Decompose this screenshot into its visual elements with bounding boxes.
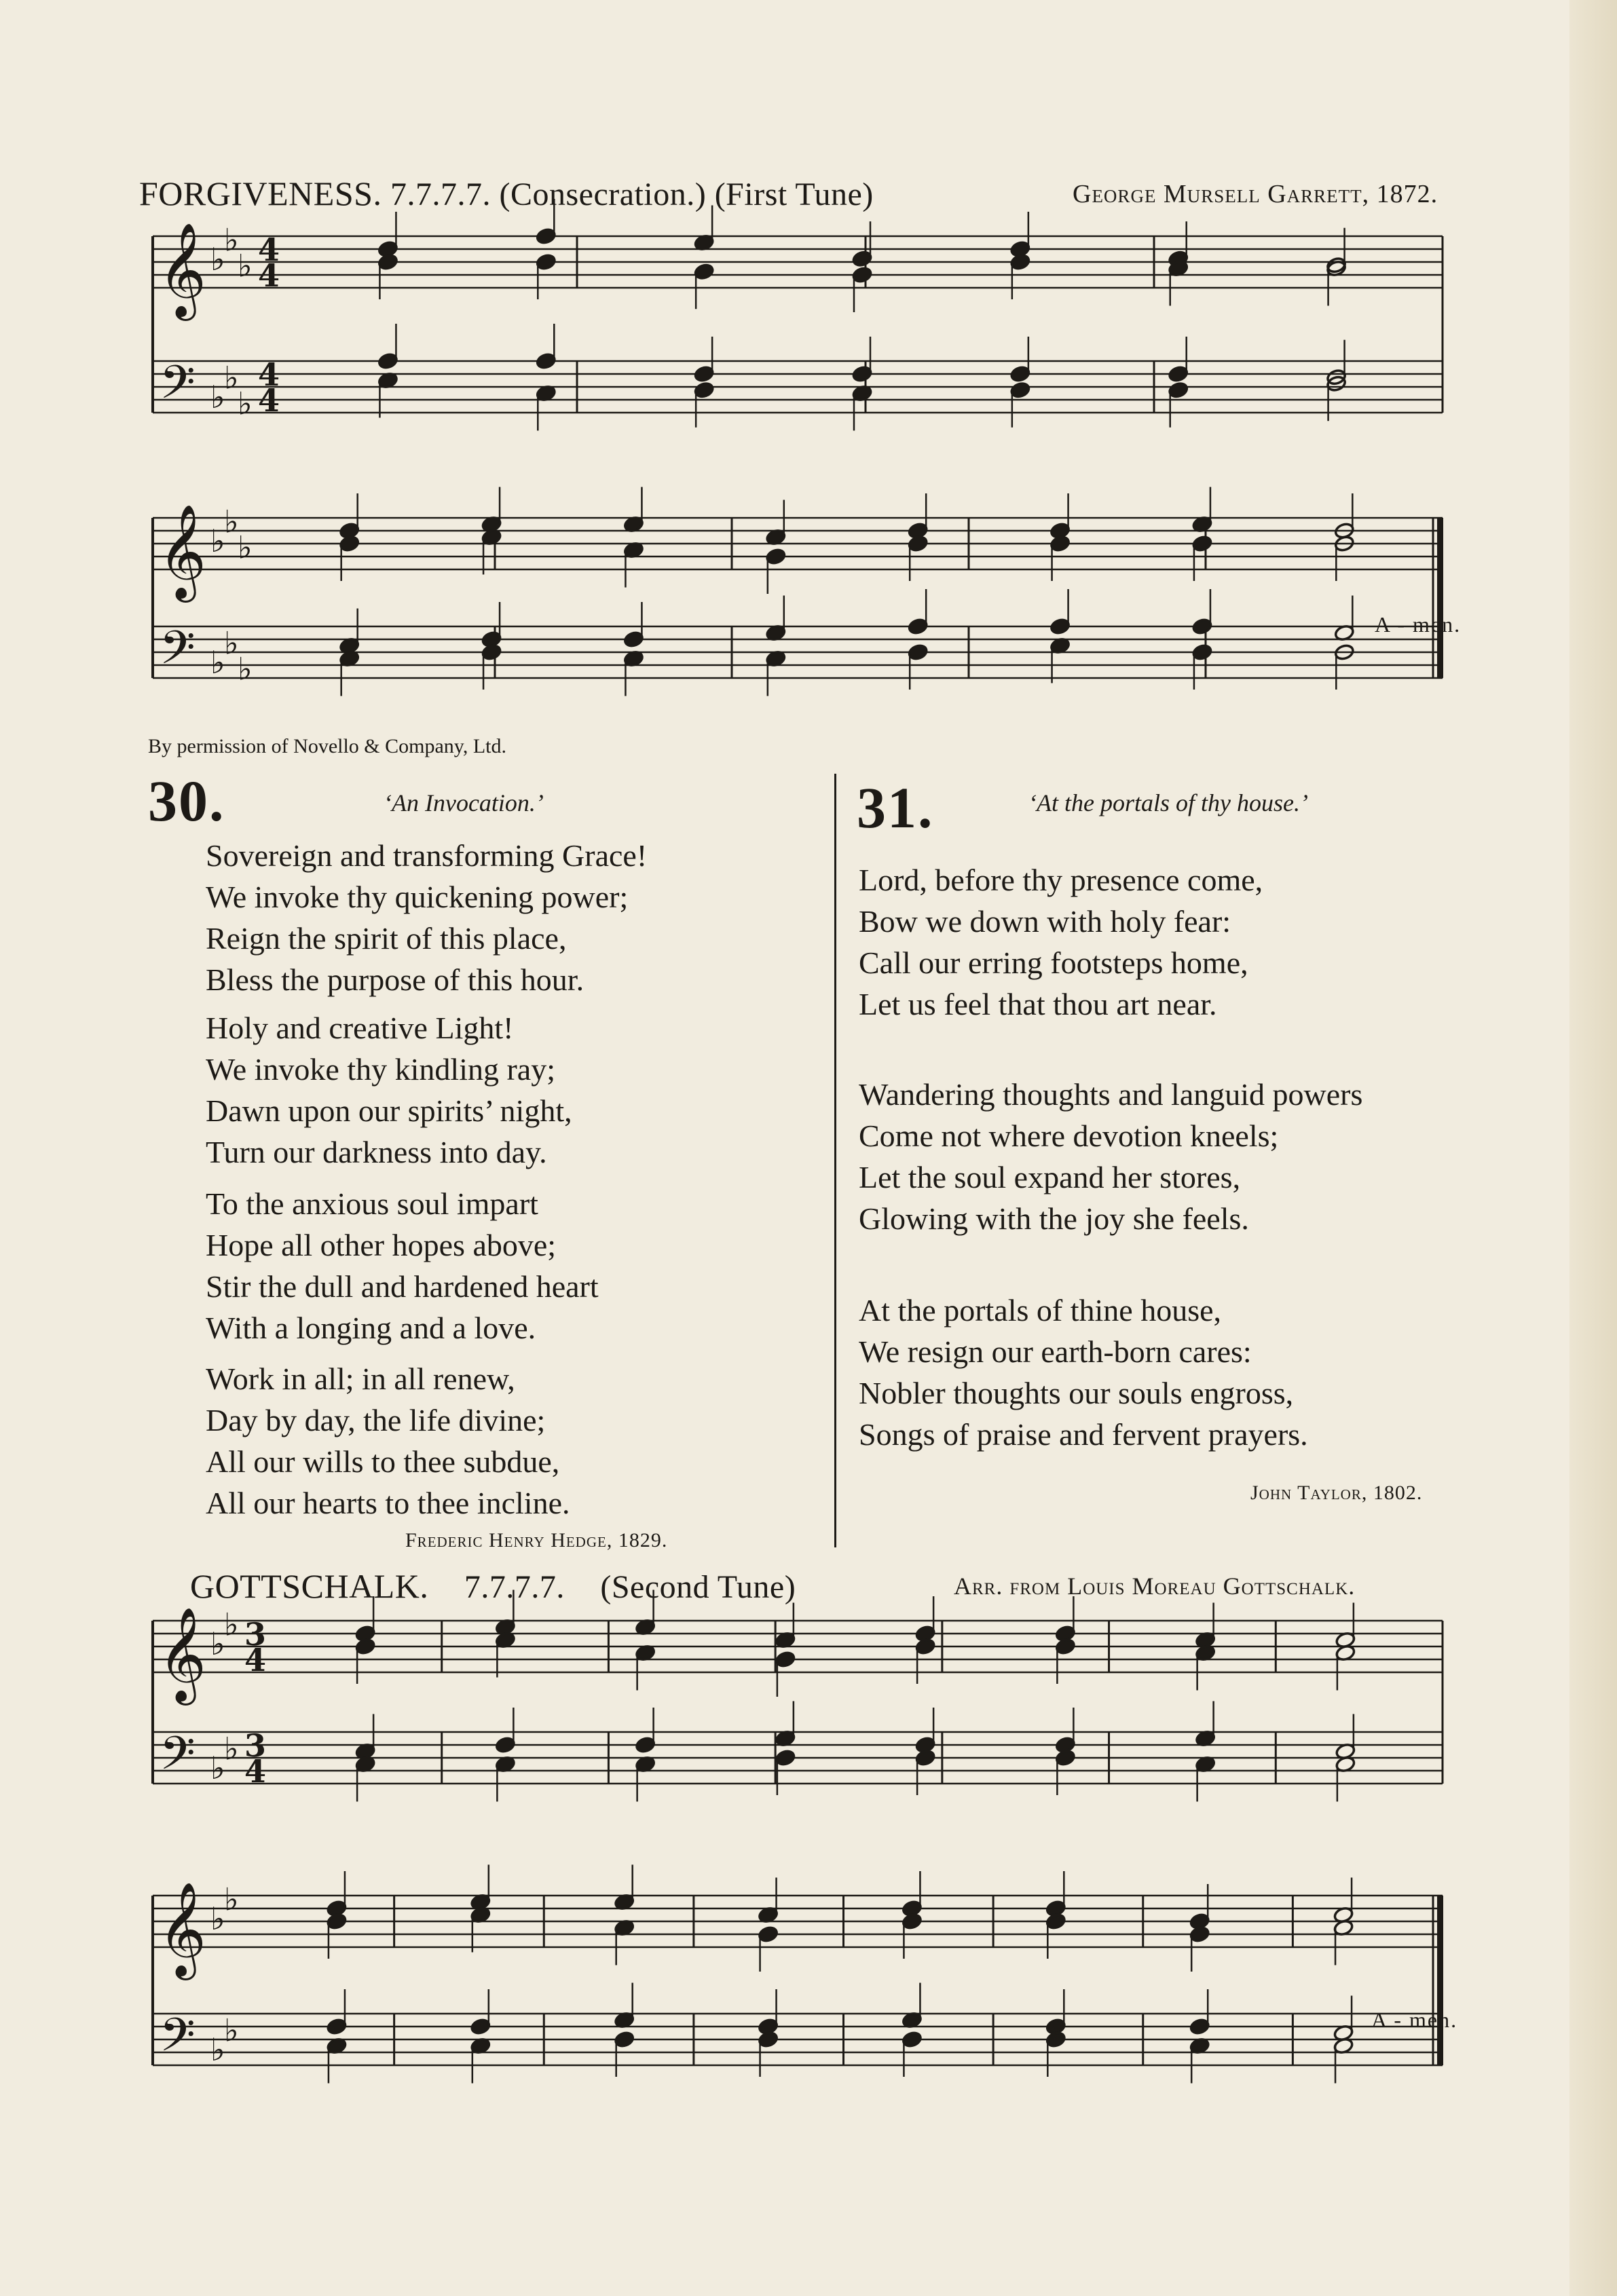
hymn30-heading: ‘An Invocation.’ xyxy=(384,789,544,816)
bass-note xyxy=(1192,643,1213,661)
flat-icon: ♭ xyxy=(238,247,253,284)
treble-note xyxy=(694,263,715,280)
bass-note xyxy=(536,352,557,370)
flat-icon: ♭ xyxy=(224,2012,239,2049)
hymn30-author: Frederic Henry Hedge, 1829. xyxy=(405,1529,668,1551)
bass-note xyxy=(1168,365,1189,383)
hymn30-number: 30. xyxy=(148,768,225,833)
treble-note xyxy=(1055,1638,1076,1655)
bass-note xyxy=(470,2018,491,2035)
hymn31-verse-1: Lord, before thy presence come, Bow we down with holy fear: Call our erring footsteps home, Let us feel that thou art near. xyxy=(859,863,1263,1021)
page-edge xyxy=(1569,0,1617,2296)
treble-note xyxy=(1189,1925,1210,1943)
tune2-system2 xyxy=(146,1883,1456,2155)
bass-note xyxy=(775,1749,796,1767)
hymn30-verse-1: Sovereign and transforming Grace! We invoke thy quickening power; Reign the spirit of this place, Bless the purpose of this hour. xyxy=(206,838,648,997)
bass-note xyxy=(694,381,715,399)
treble-note xyxy=(536,227,557,245)
bass-note xyxy=(327,2018,348,2035)
hymn30-verse-3: To the anxious soul impart Hope all other hopes above; Stir the dull and hardened heart With a longing and a love. xyxy=(206,1186,599,1345)
tune1-system1 xyxy=(146,221,1456,509)
treble-note xyxy=(355,1638,376,1655)
flat-icon: ♭ xyxy=(224,1606,239,1643)
flat-icon: ♭ xyxy=(210,1625,225,1662)
treble-note xyxy=(902,1913,923,1930)
bass-note xyxy=(1010,365,1031,383)
tune1-system2 xyxy=(146,503,1456,757)
treble-note xyxy=(1045,1913,1066,1930)
tune2-title xyxy=(190,1566,796,1606)
flat-icon: ♭ xyxy=(224,503,239,540)
flat-icon: ♭ xyxy=(224,624,239,662)
tune2-arranger: Arr. from Louis Moreau Gottschalk. xyxy=(954,1573,1356,1600)
bass-note xyxy=(1168,381,1189,399)
bass-note xyxy=(852,365,873,383)
tune1-amen: A - men. xyxy=(1375,612,1462,637)
treble-note xyxy=(339,535,360,552)
treble-time-signature-top: 4 xyxy=(258,231,280,268)
treble-time-signature-top: 3 xyxy=(244,1616,267,1653)
bass-note xyxy=(481,643,502,661)
treble-note xyxy=(908,535,929,552)
treble-note xyxy=(327,1913,348,1930)
column-divider xyxy=(834,774,836,1547)
treble-time-signature-bottom: 4 xyxy=(258,257,280,294)
tune1-title xyxy=(139,174,874,213)
flat-icon: ♭ xyxy=(224,359,239,396)
bass-note xyxy=(758,2031,779,2048)
treble-note xyxy=(1010,253,1031,271)
bass-note xyxy=(377,352,398,370)
flat-icon: ♭ xyxy=(210,1900,225,1937)
bass-clef-icon: 𝄢 xyxy=(160,622,196,686)
bass-note xyxy=(614,2031,635,2048)
bass-note xyxy=(623,631,644,648)
flat-icon: ♭ xyxy=(224,221,239,259)
treble-clef-icon: 𝄞 xyxy=(158,223,206,317)
bass-note xyxy=(902,2031,923,2048)
bass-note xyxy=(1010,381,1031,399)
tune2-system1 xyxy=(146,1608,1456,1866)
bass-note xyxy=(908,643,929,661)
bass-clef-icon: 𝄢 xyxy=(160,2009,196,2073)
treble-note xyxy=(377,253,398,271)
treble-note xyxy=(766,548,787,565)
bass-note xyxy=(694,365,715,383)
treble-note xyxy=(852,250,873,267)
hymn30-verse-2: Holy and creative Light! We invoke thy kindling ray; Dawn upon our spirits’ night, Turn our darkness into day. xyxy=(206,1011,572,1169)
flat-icon: ♭ xyxy=(210,523,225,559)
flat-icon: ♭ xyxy=(210,241,225,278)
treble-note xyxy=(1192,535,1213,552)
hymn31-verse-3: At the portals of thine house, We resign our earth-born cares: Nobler thoughts our souls engross, Songs of praise and fervent prayers. xyxy=(859,1293,1308,1452)
tune2-label: (Second Tune) xyxy=(600,1569,796,1605)
treble-note xyxy=(915,1638,936,1655)
treble-clef-icon: 𝄞 xyxy=(158,504,206,599)
bass-time-signature-top: 3 xyxy=(244,1727,267,1764)
treble-note xyxy=(758,1925,779,1943)
tune1-label: (First Tune) xyxy=(714,176,874,212)
bass-note xyxy=(1049,618,1071,635)
treble-note xyxy=(852,266,873,284)
tune1-meter: 7.7.7.7. xyxy=(390,176,491,212)
hymn30-verse-4: Work in all; in all renew, Day by day, the life divine; All our wills to thee subdue, All our hearts to thee incline. xyxy=(206,1361,570,1520)
treble-time-signature-bottom: 4 xyxy=(244,1642,267,1678)
bass-note xyxy=(1189,2018,1210,2035)
treble-note xyxy=(536,253,557,271)
flat-icon: ♭ xyxy=(238,529,253,566)
bass-clef-icon: 𝄢 xyxy=(160,1727,196,1792)
hymn31-heading: ‘At the portals of thy house.’ xyxy=(1028,789,1308,816)
bass-note xyxy=(1045,2031,1066,2048)
flat-icon: ♭ xyxy=(210,1750,225,1786)
treble-note xyxy=(1049,535,1071,552)
tune2-meter: 7.7.7.7. xyxy=(464,1569,565,1605)
flat-icon: ♭ xyxy=(210,379,225,415)
permission-note: By permission of Novello & Company, Ltd. xyxy=(148,735,507,757)
bass-note xyxy=(1055,1749,1076,1767)
treble-clef-icon: 𝄞 xyxy=(158,1882,206,1976)
bass-time-signature-bottom: 4 xyxy=(258,382,280,419)
flat-icon: ♭ xyxy=(210,2031,225,2068)
bass-time-signature-bottom: 4 xyxy=(244,1753,267,1790)
final-barline xyxy=(1437,1896,1443,2065)
tune1-subtitle: (Consecration.) xyxy=(499,176,707,212)
hymn31-author: John Taylor, 1802. xyxy=(1250,1482,1423,1504)
bass-note xyxy=(1192,618,1213,635)
hymn31-number: 31. xyxy=(857,775,934,840)
bass-time-signature-top: 4 xyxy=(258,356,280,393)
flat-icon: ♭ xyxy=(224,1730,239,1767)
flat-icon: ♭ xyxy=(238,650,253,688)
bass-note xyxy=(495,1736,516,1754)
hymn31-verse-2: Wandering thoughts and languid powers Come not where devotion kneels; Let the soul expand her stores, Glowing with the joy she feels. xyxy=(859,1077,1363,1236)
bass-note xyxy=(635,1736,656,1754)
tune1-name: FORGIVENESS. xyxy=(139,174,382,212)
flat-icon: ♭ xyxy=(238,385,253,422)
treble-clef-icon: 𝄞 xyxy=(158,1607,206,1701)
bass-note xyxy=(908,618,929,635)
flat-icon: ♭ xyxy=(224,1881,239,1918)
tune2-name: GOTTSCHALK. xyxy=(190,1567,429,1605)
treble-note xyxy=(775,1651,796,1668)
bass-clef-icon: 𝄢 xyxy=(160,356,196,421)
final-barline xyxy=(1437,518,1443,678)
bass-note xyxy=(915,1749,936,1767)
flat-icon: ♭ xyxy=(210,644,225,681)
tune2-amen: A - men. xyxy=(1371,2008,1458,2032)
tune1-composer: George Mursell Garrett, 1872. xyxy=(1073,180,1438,208)
